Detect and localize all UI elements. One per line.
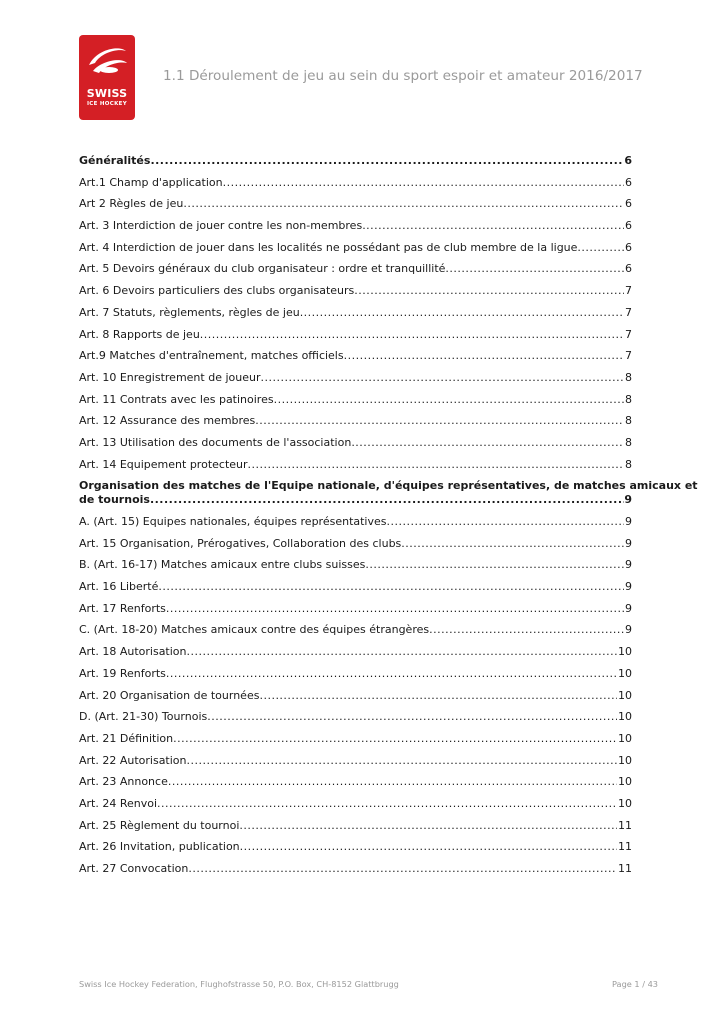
toc-entry-page: 9 [625, 580, 632, 594]
toc-entry-title: Art.1 Champ d'application [79, 175, 223, 189]
toc-entry-title: Art.9 Matches d'entraînement, matches officiels [79, 349, 344, 363]
toc-entry[interactable] [79, 176, 632, 189]
toc-entry-title: Art. 4 Interdiction de jouer dans les localités ne possédant pas de club membre de la ligue [79, 240, 578, 254]
toc-leader-dots [223, 176, 624, 189]
toc-entry-title: D. (Art. 21-30) Tournois [79, 710, 208, 724]
toc-entry[interactable] [79, 667, 632, 680]
toc-entry-page: 11 [618, 818, 632, 832]
swiss-ice-hockey-logo [79, 35, 135, 120]
toc-entry-title: Art. 14 Equipement protecteur [79, 457, 248, 471]
toc-leader-dots [445, 262, 624, 275]
toc-entry-title: Art. 6 Devoirs particuliers des clubs organisateurs [79, 284, 355, 298]
toc-entry[interactable] [79, 306, 632, 319]
toc-entry-title: Art. 20 Organisation de tournées [79, 688, 260, 702]
toc-entry[interactable] [79, 602, 632, 615]
toc-leader-dots [166, 667, 617, 680]
toc-leader-dots [200, 328, 624, 341]
toc-leader-dots [344, 349, 624, 362]
toc-entry-page: 6 [624, 154, 632, 167]
footer-address: Swiss Ice Hockey Federation, Flughofstrasse 50, P.O. Box, CH-8152 Glattbrugg [79, 979, 399, 989]
toc-entry-page: 8 [625, 392, 632, 406]
toc-entry-title: Art. 10 Enregistrement de joueur [79, 370, 261, 384]
toc-leader-dots [300, 306, 624, 319]
toc-entry[interactable] [79, 458, 632, 471]
toc-entry-title: Art. 19 Renforts [79, 666, 166, 680]
logo-subtitle: ICE HOCKEY [86, 101, 128, 107]
toc-leader-dots [188, 862, 617, 875]
toc-leader-dots [166, 602, 624, 615]
toc-entry-page: 9 [625, 558, 632, 572]
toc-leader-dots [239, 819, 617, 832]
toc-entry[interactable] [79, 689, 632, 702]
logo-wordmark: SWISS [86, 87, 128, 100]
toc-entry-page: 10 [618, 796, 632, 810]
toc-leader-dots [577, 241, 624, 254]
toc-entry-page: 8 [625, 435, 632, 449]
toc-entry-section[interactable] [79, 479, 698, 506]
toc-entry-page: 7 [625, 349, 632, 363]
document-title: 1.1 Déroulement de jeu au sein du sport espoir et amateur 2016/2017 [163, 68, 643, 84]
toc-entry-title: Art. 8 Rapports de jeu [79, 327, 200, 341]
toc-entry-page: 8 [625, 370, 632, 384]
toc-entry-page: 10 [618, 666, 632, 680]
toc-leader-dots [255, 414, 624, 427]
toc-entry-page: 7 [625, 327, 632, 341]
toc-entry[interactable] [79, 241, 632, 254]
toc-entry[interactable] [79, 371, 632, 384]
toc-leader-dots [387, 515, 624, 528]
toc-entry[interactable] [79, 797, 632, 810]
toc-leader-dots [365, 558, 624, 571]
toc-leader-dots [158, 580, 624, 593]
toc-entry-page: 10 [618, 775, 632, 789]
toc-entry-page: 10 [618, 731, 632, 745]
toc-entry-page: 10 [618, 645, 632, 659]
toc-leader-dots [259, 689, 617, 702]
toc-entry-title: Art. 27 Convocation [79, 862, 189, 875]
toc-entry[interactable] [79, 262, 632, 275]
toc-entry-page: 9 [624, 492, 632, 506]
toc-entry[interactable] [79, 349, 632, 362]
toc-leader-dots [401, 537, 624, 550]
toc-entry-title-line1: Organisation des matches de l'Equipe nationale, d'équipes représentatives, de matches amicaux et [79, 479, 698, 493]
toc-leader-dots [207, 710, 617, 723]
footer-page-number: Page 1 / 43 [611, 979, 658, 989]
toc-entry-title: C. (Art. 18-20) Matches amicaux contre des équipes étrangères [79, 623, 430, 637]
toc-leader-dots [260, 371, 624, 384]
toc-entry-title: Art. 26 Invitation, publication [79, 840, 240, 854]
toc-entry-title: Art. 12 Assurance des membres [79, 414, 256, 428]
toc-entry-page: 11 [618, 840, 632, 854]
toc-entry[interactable] [79, 537, 632, 550]
toc-entry-title: Art. 25 Règlement du tournoi [79, 818, 240, 832]
puck-swoosh-icon [79, 35, 135, 120]
toc-leader-dots [187, 754, 617, 767]
toc-entry-page: 11 [618, 862, 632, 875]
toc-entry-title: Art. 3 Interdiction de jouer contre les non-membres [79, 219, 363, 233]
toc-leader-dots [157, 797, 617, 810]
toc-leader-dots [173, 732, 617, 745]
toc-leader-dots [187, 645, 617, 658]
toc-entry-page: 10 [618, 710, 632, 724]
toc-entry-page: 6 [625, 197, 632, 211]
toc-leader-dots [274, 393, 624, 406]
toc-entry[interactable] [79, 732, 632, 745]
toc-entry-page: 7 [625, 305, 632, 319]
toc-entry[interactable] [79, 710, 632, 723]
toc-entry[interactable] [79, 393, 632, 406]
toc-leader-dots [168, 775, 617, 788]
toc-entry[interactable] [79, 862, 632, 875]
toc-entry-page: 10 [618, 688, 632, 702]
toc-entry-title: Art. 11 Contrats avec les patinoires [79, 392, 274, 406]
toc-entry[interactable] [79, 436, 632, 449]
toc-leader-dots [429, 623, 624, 636]
toc-entry-page: 6 [625, 219, 632, 233]
toc-entry-page: 9 [625, 601, 632, 615]
toc-entry[interactable] [79, 819, 632, 832]
toc-leader-dots [351, 436, 624, 449]
toc-entry-page: 9 [625, 623, 632, 637]
toc-entry-title: Art 2 Règles de jeu [79, 197, 184, 211]
toc-entry-page: 6 [625, 262, 632, 276]
toc-entry[interactable] [79, 515, 632, 528]
toc-entry-title: Art. 5 Devoirs généraux du club organisateur : ordre et tranquillité [79, 262, 446, 276]
toc-entry-page: 7 [625, 284, 632, 298]
toc-entry-title: Art. 23 Annonce [79, 775, 168, 789]
toc-entry[interactable] [79, 219, 632, 232]
toc-entry[interactable] [79, 414, 632, 427]
table-of-contents [79, 154, 698, 884]
toc-entry[interactable] [79, 580, 632, 593]
toc-entry-title: Art. 18 Autorisation [79, 645, 187, 659]
toc-entry[interactable] [79, 645, 632, 658]
toc-entry[interactable] [79, 328, 632, 341]
toc-entry-title: Art. 24 Renvoi [79, 796, 158, 810]
toc-leader-dots [150, 493, 624, 507]
toc-entry-title: A. (Art. 15) Equipes nationales, équipes représentatives [79, 515, 387, 528]
toc-entry[interactable] [79, 840, 632, 853]
toc-entry-title: B. (Art. 16-17) Matches amicaux entre clubs suisses [79, 558, 366, 572]
toc-entry-page: 9 [625, 515, 632, 528]
toc-entry-title: Art. 16 Liberté [79, 580, 159, 594]
toc-leader-dots [183, 197, 624, 210]
toc-entry[interactable] [79, 623, 632, 636]
toc-entry-title: Art. 7 Statuts, règlements, règles de jeu [79, 305, 300, 319]
toc-leader-dots [240, 840, 617, 853]
toc-entry-title-line2: de tournois [79, 492, 150, 506]
toc-entry-page: 8 [625, 414, 632, 428]
toc-entry-page: 10 [618, 753, 632, 767]
toc-entry-page: 9 [625, 536, 632, 550]
toc-leader-dots [354, 284, 624, 297]
toc-leader-dots [248, 458, 624, 471]
toc-entry[interactable] [79, 558, 632, 571]
toc-entry[interactable] [79, 197, 632, 210]
toc-leader-dots [362, 219, 624, 232]
toc-entry-page: 6 [625, 240, 632, 254]
toc-leader-dots [150, 154, 623, 167]
toc-entry-title: Art. 21 Définition [79, 731, 174, 745]
toc-entry-section[interactable] [79, 154, 632, 167]
toc-entry-title: Généralités [79, 154, 151, 167]
toc-entry[interactable] [79, 775, 632, 788]
toc-entry-title: Art. 17 Renforts [79, 601, 166, 615]
toc-entry-page: 8 [625, 457, 632, 471]
toc-entry-title: Art. 13 Utilisation des documents de l'association [79, 435, 352, 449]
toc-entry[interactable] [79, 754, 632, 767]
toc-entry[interactable] [79, 284, 632, 297]
toc-entry-page: 6 [625, 175, 632, 189]
toc-entry-title: Art. 22 Autorisation [79, 753, 187, 767]
toc-entry-title: Art. 15 Organisation, Prérogatives, Collaboration des clubs [79, 536, 402, 550]
